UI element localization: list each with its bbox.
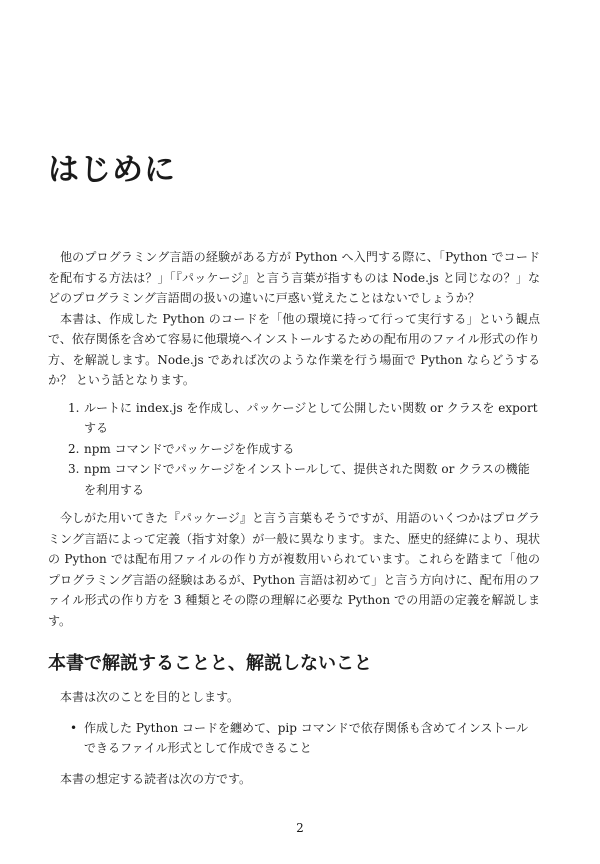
intro-paragraph-1: 他のプログラミング言語の経験がある方が Python へ入門する際に、「Python でコードを配布する方法は？」「『パッケージ』と言う言葉が指すものは Node.js と同じなの？」などのプログラミング言語間の扱いの違いに戸惑い覚えたことはないでしょうか？ <box>48 250 540 305</box>
list-item <box>48 459 540 500</box>
list-item <box>48 398 540 439</box>
goals-list <box>48 718 540 759</box>
page-number: 2 <box>296 821 304 835</box>
list-item-number: 3. <box>68 462 80 476</box>
section-lead: 本書は次のことを目的とします。 <box>60 690 240 704</box>
list-item-text: npm コマンドでパッケージを作成する <box>84 441 295 456</box>
list-item-text: ルートに index.js を作成し、パッケージとして公開したい関数 or クラスを export する <box>84 400 538 435</box>
readers-sentence: 本書の想定する読者は次の方です。 <box>60 771 252 786</box>
list-item <box>48 439 540 460</box>
list-item-text: 作成した Python コードを纏めて、pip コマンドで依存関係も含めてインストールできるファイル形式として作成できること <box>84 720 529 755</box>
list-item <box>48 718 540 759</box>
bullet-icon: • <box>70 720 78 735</box>
body-text <box>48 247 540 789</box>
intro-paragraph-2: 本書は、作成した Python のコードを「他の環境に持って行って実行する」という観点で、依存関係を含めて容易に他環境へインストールするための配布用のファイル形式の作り方、を解説します。Node.js であれば次のような作業を行う場面で Python ならどうするか？ という話となります。 <box>48 311 540 387</box>
list-item-number: 1. <box>68 400 80 415</box>
list-item-text: npm コマンドでパッケージをインストールして、提供された関数 or クラスの機能を利用する <box>84 462 530 497</box>
intro-paragraph-3: 今しがた用いてきた『パッケージ』と言う言葉もそうですが、用語のいくつかはプログラミング言語によって定義（指す対象）が一般に異なります。また、歴史的経緯により、現状の Python では配布用ファイルの作り方が複数用いられています。これらを踏まて「他のプログラミング言語の経験はあるが、Python 言語は初めて」と言う方向けに、配布用のファイル形式の作り方を 3 種類とその際の理解に必要な Python での用語の定義を解説します。 <box>48 511 540 628</box>
list-item-number: 2. <box>68 441 80 456</box>
section-title: 本書で解説することと、解説しないこと <box>48 653 372 674</box>
steps-list <box>48 398 540 501</box>
chapter-title: はじめに <box>48 152 176 188</box>
